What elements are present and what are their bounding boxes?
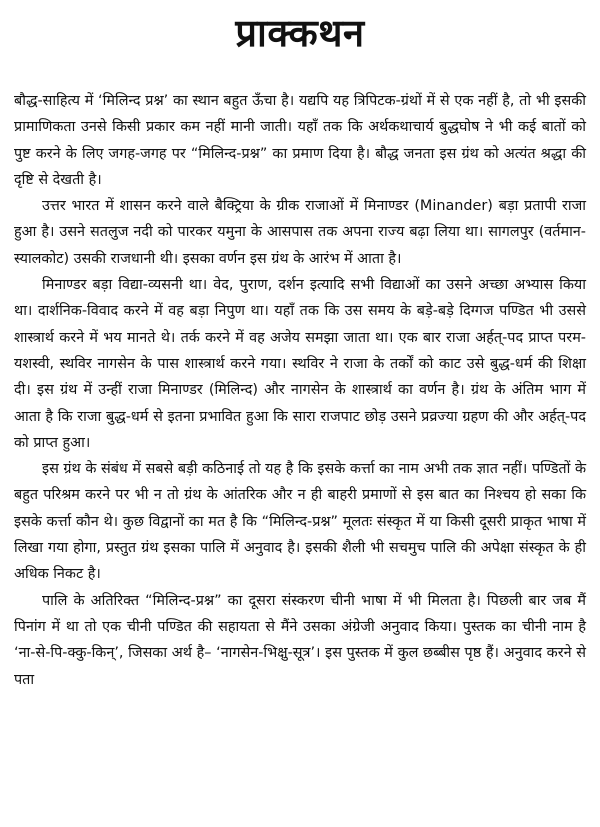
page-title: प्राक्कथन	[235, 11, 365, 55]
paragraph-2: उत्तर भारत में शासन करने वाले बैक्ट्रिया के ग्रीक राजाओं में मिनाण्डर (Minander) बड़ा प्रतापी राजा हुआ है। उसने सतलुज नदी को पारकर यमुना के आसपास तक अपना राज्य बढ़ा लिया था। सागलपुर (वर्तमान-स्यालकोट) उसकी राजधानी थी। इसका वर्णन इस ग्रंथ के आरंभ में आता है।	[14, 198, 586, 267]
paragraph-1: बौद्ध-साहित्य में ‘मिलिन्द प्रश्न’ का स्थान बहुत ऊँचा है। यद्यपि यह त्रिपिटक-ग्रंथों में से एक नहीं है, तो भी इसकी प्रामाणिकता उनसे किसी प्रकार कम नहीं मानी जाती। यहाँ तक कि अर्थकथाचार्य बुद्धघोष ने भी कई बातों को पुष्ट करने के लिए जगह-जगह पर “मिलिन्द-प्रश्न” का प्रमाण दिया है। बौद्ध जनता इस ग्रंथ को अत्यंत श्रद्धा की दृष्टि से देखती है।	[14, 93, 586, 188]
paragraph-4: इस ग्रंथ के संबंध में सबसे बड़ी कठिनाई तो यह है कि इसके कर्त्ता का नाम अभी तक ज्ञात नहीं। पण्डितों के बहुत परिश्रम करने पर भी न तो ग्रंथ के आंतरिक और न ही बाहरी प्रमाणों से इस बात का निश्चय हो सका कि इसके कर्त्ता कौन थे। कुछ विद्वानों का मत है कि “मिलिन्द-प्रश्न” मूलतः संस्कृत में या किसी दूसरी प्राकृत भाषा में लिखा गया होगा, प्रस्तुत ग्रंथ इसका पालि में अनुवाद है। इसकी शैली भी सचमुच पालि की अपेक्षा संस्कृत के ही अधिक निकट है।	[14, 461, 586, 583]
paragraph-5: पालि के अतिरिक्त “मिलिन्द-प्रश्न” का दूसरा संस्करण चीनी भाषा में भी मिलता है। पिछली बार जब मैं पिनांग में था तो एक चीनी पण्डित की सहायता से मैंने उसका अंग्रेजी अनुवाद किया। पुस्तक का चीनी नाम है ‘ना-से-पि-क्कु-किन्’, जिसका अर्थ है– ‘नागसेन-भिक्षु-सूत्र’। इस पुस्तक में कुल छब्बीस पृष्ठ हैं। अनुवाद करने से पता	[14, 592, 586, 688]
paragraph-3: मिनाण्डर बड़ा विद्या-व्यसनी था। वेद, पुराण, दर्शन इत्यादि सभी विद्याओं का उसने अच्छा अभ्यास किया था। दार्शनिक-विवाद करने में वह बड़ा निपुण था। यहाँ तक कि उस समय के बड़े-बड़े दिग्गज पण्डित भी उससे शास्त्रार्थ करने में भय मानते थे। तर्क करने में वह अजेय समझा जाता था। एक बार राजा अर्हत्-पद प्राप्त परम-यशस्वी, स्थविर नागसेन के पास शास्त्रार्थ करने गया। स्थविर ने राजा के तर्कों को काट उसे बुद्ध-धर्म की शिक्षा दी। इस ग्रंथ में उन्हीं राजा मिनाण्डर (मिलिन्द) और नागसेन के शास्त्रार्थ का वर्णन है। ग्रंथ के अंतिम भाग में आता है कि राजा बुद्ध-धर्म से इतना प्रभावित हुआ कि सारा राजपाट छोड़ उसने प्रव्रज्या ग्रहण की और अर्हत्-पद को प्राप्त हुआ।	[14, 277, 586, 451]
